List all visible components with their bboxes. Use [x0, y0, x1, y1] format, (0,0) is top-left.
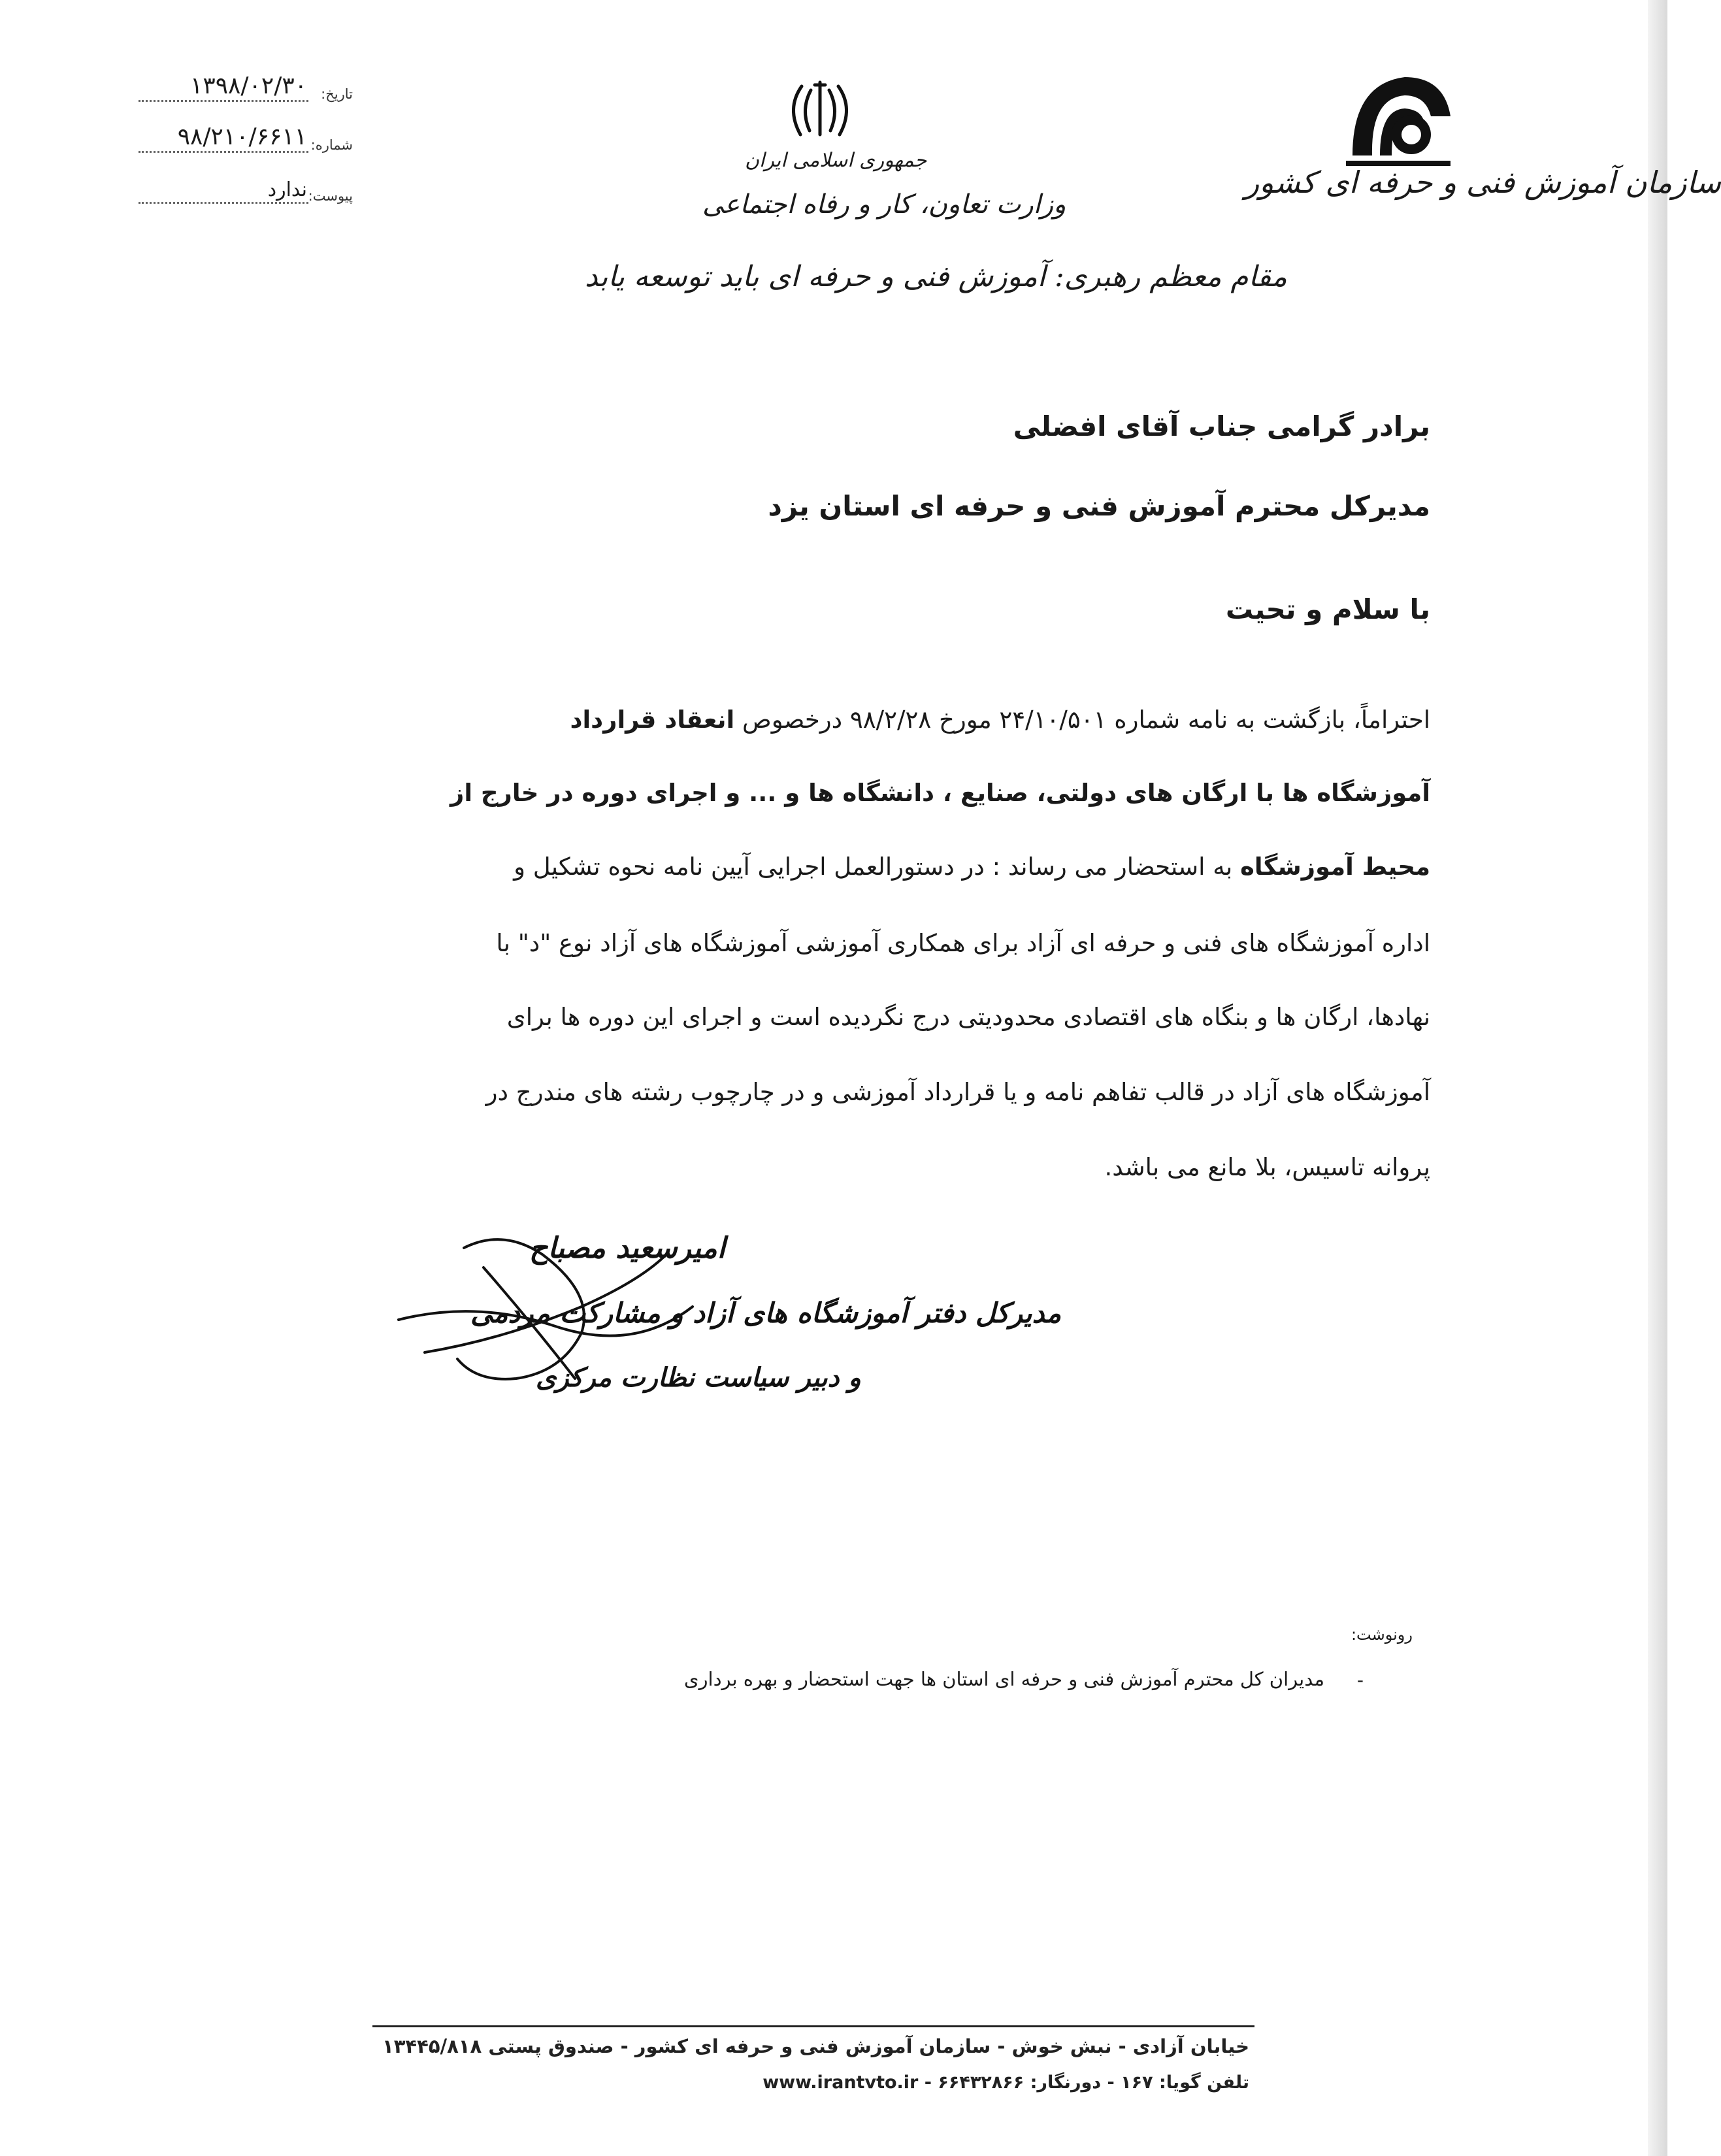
attachment-value: ندارد: [267, 178, 307, 201]
signatory-title-1: مدیرکل دفتر آموزشگاه های آزاد و مشارکت مردمی: [470, 1297, 1062, 1329]
cc-bullet: -: [1356, 1669, 1364, 1691]
paragraph-line-3-text: به استحضار می رساند : در دستورالعمل اجرایی آیین نامه نحوه تشکیل و: [514, 853, 1241, 881]
paragraph-line-7: پروانه تاسیس، بلا مانع می باشد.: [1104, 1153, 1430, 1181]
number-dotted-line: [139, 151, 308, 153]
attachment-dotted-line: [139, 202, 308, 204]
attachment-row: [131, 175, 353, 206]
date-label: تاریخ:: [321, 86, 353, 102]
iran-emblem-icon: [781, 77, 859, 142]
recipient-line-1: برادر گرامی جناب آقای افضلی: [1013, 410, 1430, 442]
organization-name: سازمان آموزش فنی و حرفه ای کشور: [1245, 165, 1721, 200]
number-row: [131, 124, 353, 155]
cc-item: مدیران کل محترم آموزش فنی و حرفه ای استان ها جهت استحضار و بهره برداری: [683, 1668, 1324, 1690]
signatory-name: امیرسعید مصباح: [529, 1232, 725, 1265]
attachment-label: پیوست:: [308, 188, 353, 204]
number-value: ۹۸/۲۱۰/۶۶۱۱: [177, 123, 307, 150]
leader-quote: مقام معظم رهبری: آموزش فنی و حرفه ای باید توسعه یابد: [585, 260, 1287, 293]
signatory-title-2: و دبیر سیاست نظارت مرکزی: [536, 1362, 861, 1393]
paragraph-line-4: اداره آموزشگاه های فنی و حرفه ای آزاد برای همکاری آموزشی آموزشگاه های آزاد نوع "د" با: [496, 929, 1430, 957]
date-value: ۱۳۹۸/۰۲/۳۰: [190, 73, 307, 99]
paragraph-line-6: آموزشگاه های آزاد در قالب تفاهم نامه و یا قرارداد آموزشی و در چارچوب رشته های مندرج در: [485, 1078, 1430, 1106]
ministry-name: وزارت تعاون، کار و رفاه اجتماعی: [702, 189, 1066, 220]
paragraph-line-3-bold: محیط آموزشگاه: [1240, 853, 1430, 881]
date-row: [131, 73, 353, 105]
greeting: با سلام و تحیت: [1225, 593, 1430, 625]
footer-contact: تلفن گویا: ۱۶۷ - دورنگار: ۶۶۴۳۲۸۶۶ - www.irantvto.ir: [762, 2072, 1249, 2093]
paragraph-line-3: [514, 853, 1430, 881]
paragraph-line-1-text: احتراماً، بازگشت به نامه شماره ۲۴/۱۰/۵۰۱ مورخ ۹۸/۲/۲۸ درخصوص: [734, 706, 1430, 734]
country-name: جمهوری اسلامی ایران: [745, 149, 927, 172]
cc-label: رونوشت:: [1351, 1625, 1413, 1644]
paragraph-line-1-bold: انعقاد قرارداد: [570, 706, 735, 734]
scan-page-edge: [1648, 0, 1667, 2156]
paragraph-line-2: آموزشگاه ها با ارگان های دولتی، صنایع ، دانشگاه ها و ... و اجرای دوره در خارج از: [450, 779, 1430, 807]
footer-address: خیابان آزادی - نبش خوش - سازمان آموزش فنی و حرفه ای کشور - صندوق پستی ۱۳۴۴۵/۸۱۸: [382, 2035, 1249, 2057]
date-dotted-line: [139, 100, 308, 102]
paragraph-line-1: [570, 706, 1430, 734]
number-label: شماره:: [310, 137, 353, 153]
tvto-logo-icon: [1339, 57, 1457, 169]
paragraph-line-5: نهادها، ارگان ها و بنگاه های اقتصادی محدودیتی درج نگردیده است و اجرای این دوره ها برای: [506, 1003, 1430, 1031]
recipient-line-2: مدیرکل محترم آموزش فنی و حرفه ای استان یزد: [768, 490, 1430, 522]
footer-divider: [372, 2025, 1254, 2027]
